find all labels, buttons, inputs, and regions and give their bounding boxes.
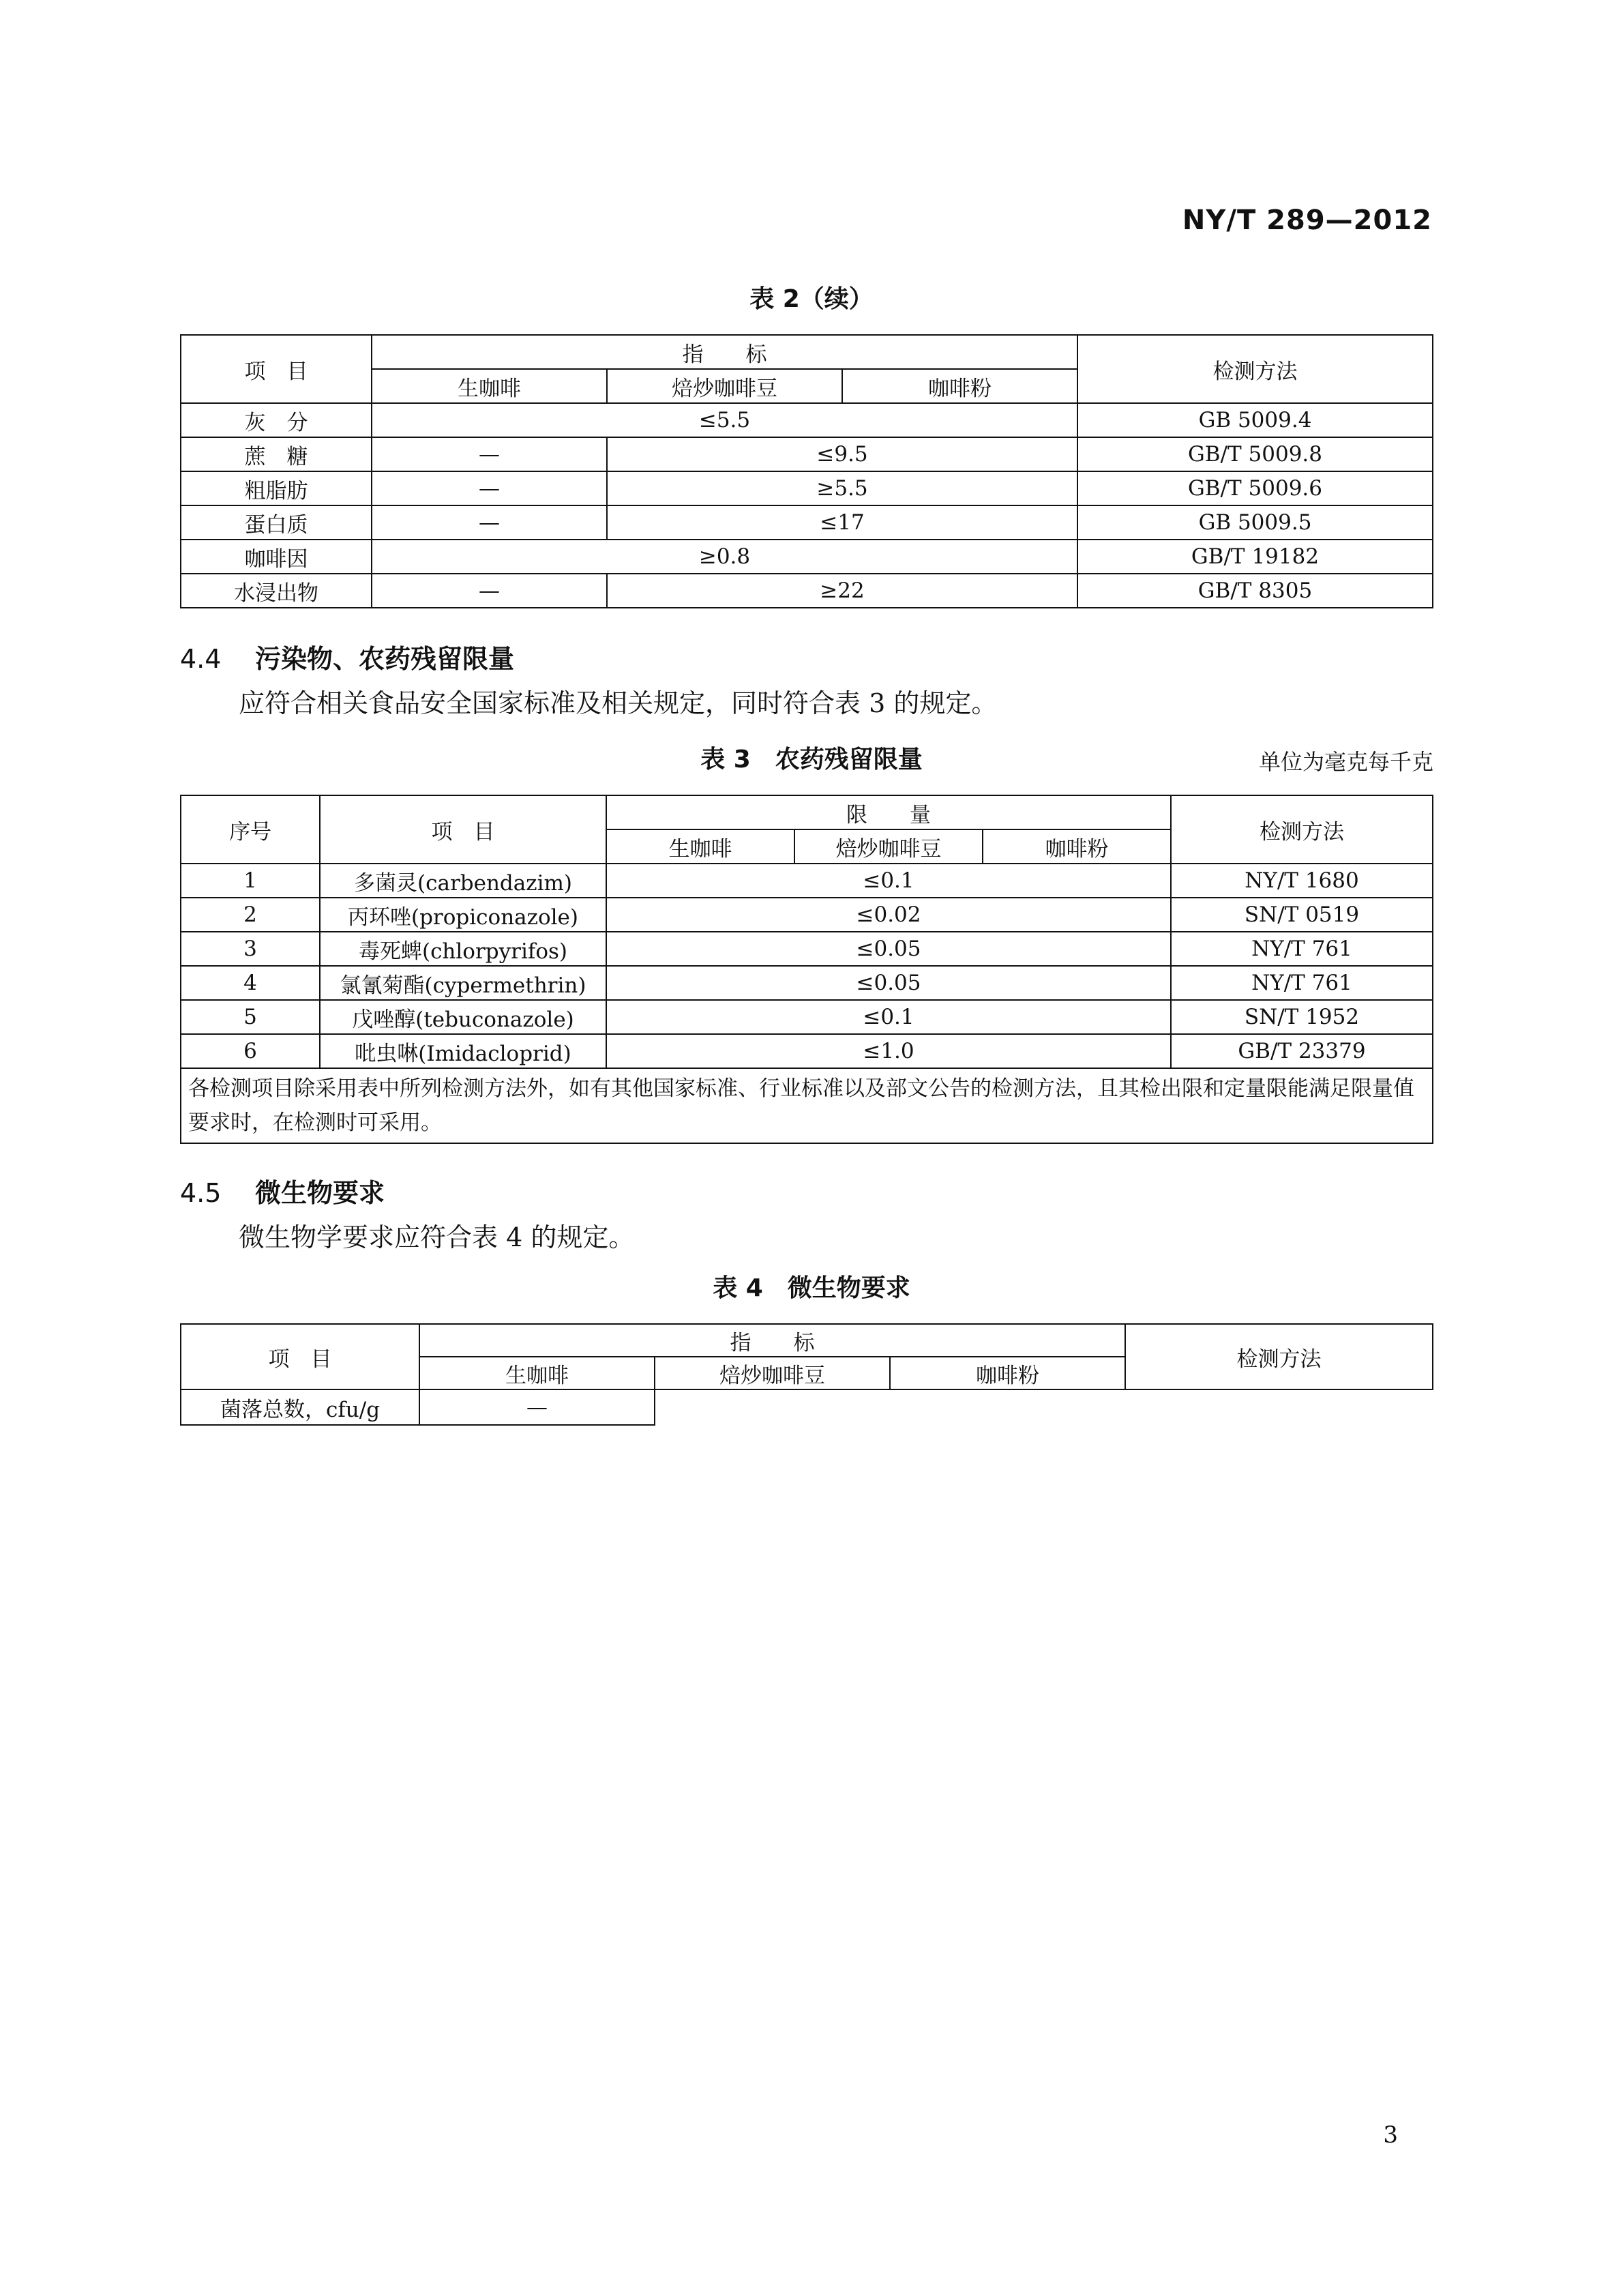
table-cell: ≤5.5 (372, 403, 1077, 437)
table-cell: ≤9.5 (607, 437, 1077, 471)
table4 (180, 1323, 1433, 1426)
table2-header-powder: 咖啡粉 (842, 369, 1077, 403)
table-row (181, 540, 1433, 574)
page-number: 3 (1383, 2121, 1398, 2149)
table-row (181, 898, 1433, 932)
table-cell: GB/T 5009.8 (1077, 437, 1433, 471)
table-cell: 丙环唑(propiconazole) (320, 898, 606, 932)
table4-header-group: 指 标 (419, 1324, 1125, 1357)
table-cell: NY/T 761 (1171, 966, 1433, 1000)
table4-header-method: 检测方法 (1125, 1324, 1433, 1389)
table-cell: 水浸出物 (181, 574, 372, 608)
table2 (180, 334, 1433, 608)
table-cell: ≤1.0 (606, 1034, 1171, 1068)
table-cell: GB/T 19182 (1077, 540, 1433, 574)
table-row (181, 1000, 1433, 1034)
table-cell: 2 (181, 898, 320, 932)
table3-header-item: 项 目 (320, 795, 606, 864)
table-row (181, 437, 1433, 471)
table-cell: GB/T 5009.6 (1077, 471, 1433, 505)
table-cell: GB/T 23379 (1171, 1034, 1433, 1068)
table-cell: 3 (181, 932, 320, 966)
table-cell: ≥5.5 (607, 471, 1077, 505)
table-cell: SN/T 1952 (1171, 1000, 1433, 1034)
table-cell: 粗脂肪 (181, 471, 372, 505)
table2-header-method: 检测方法 (1077, 335, 1433, 403)
table3-header-roasted: 焙炒咖啡豆 (794, 829, 983, 864)
table-row (181, 1389, 1433, 1425)
section-number: 4.4 (180, 644, 222, 674)
section-title: 微生物要求 (255, 1178, 385, 1208)
table-row (181, 505, 1433, 540)
table-cell: 菌落总数，cfu/g (181, 1389, 419, 1425)
table4-header-powder: 咖啡粉 (890, 1357, 1125, 1389)
table3-header-raw: 生咖啡 (606, 829, 794, 864)
section-4-4-text: 应符合相关食品安全国家标准及相关规定，同时符合表 3 的规定。 (239, 688, 998, 718)
table-cell: 5 (181, 1000, 320, 1034)
table3-caption: 表 3 农药残留限量 (700, 746, 923, 774)
table-cell: 6 (181, 1034, 320, 1068)
table-cell: ≤0.05 (606, 932, 1171, 966)
section-4-5-heading (180, 1172, 385, 1209)
table-cell: 氯氰菊酯(cypermethrin) (320, 966, 606, 1000)
table-cell: — (372, 437, 607, 471)
table-cell: NY/T 1680 (1171, 864, 1433, 898)
table3-header-group: 限 量 (606, 795, 1171, 829)
table-cell: 蛋白质 (181, 505, 372, 540)
table2-header-item: 项 目 (181, 335, 372, 403)
table3-header-powder: 咖啡粉 (983, 829, 1171, 864)
table-cell: — (372, 471, 607, 505)
table2-caption: 表 2（续） (749, 285, 874, 313)
table-row (181, 932, 1433, 966)
table-row (181, 864, 1433, 898)
section-4-5-text: 微生物学要求应符合表 4 的规定。 (239, 1222, 635, 1252)
table-cell: 蔗 糖 (181, 437, 372, 471)
table-cell: ≥0.8 (372, 540, 1077, 574)
table-cell: ≤0.05 (606, 966, 1171, 1000)
table-cell: ≤0.1 (606, 1000, 1171, 1034)
table-cell: GB/T 8305 (1077, 574, 1433, 608)
table4-header-roasted: 焙炒咖啡豆 (655, 1357, 890, 1389)
table-cell: 灰 分 (181, 403, 372, 437)
table-row (181, 403, 1433, 437)
table4-caption: 表 4 微生物要求 (713, 1274, 910, 1302)
table-cell: 戊唑醇(tebuconazole) (320, 1000, 606, 1034)
table-cell: 多菌灵(carbendazim) (320, 864, 606, 898)
section-title: 污染物、农药残留限量 (255, 644, 515, 674)
table4-header-raw: 生咖啡 (419, 1357, 655, 1389)
table-cell: 4 (181, 966, 320, 1000)
table3-header-method: 检测方法 (1171, 795, 1433, 864)
table-cell: ≤0.02 (606, 898, 1171, 932)
table-cell: ≤0.1 (606, 864, 1171, 898)
table-cell: 咖啡因 (181, 540, 372, 574)
section-number: 4.5 (180, 1178, 222, 1208)
table3-header-no: 序号 (181, 795, 320, 864)
table-row (181, 1034, 1433, 1068)
table-row (181, 574, 1433, 608)
table-cell: — (419, 1389, 655, 1425)
table-cell: 吡虫啉(Imidacloprid) (320, 1034, 606, 1068)
table2-header-roasted: 焙炒咖啡豆 (607, 369, 842, 403)
section-4-4-heading (180, 638, 514, 675)
table3-unit: 单位为毫克每千克 (1258, 749, 1433, 775)
table-cell: 毒死蜱(chlorpyrifos) (320, 932, 606, 966)
table2-header-raw: 生咖啡 (372, 369, 607, 403)
table-cell: 1 (181, 864, 320, 898)
table-cell: ≤17 (607, 505, 1077, 540)
table-cell: SN/T 0519 (1171, 898, 1433, 932)
table3-note: 各检测项目除采用表中所列检测方法外，如有其他国家标准、行业标准以及部文公告的检测方法，且其检出限和定量限能满足限量值要求时，在检测时可采用。 (181, 1068, 1433, 1143)
table-row (181, 471, 1433, 505)
table-cell: — (372, 505, 607, 540)
table3 (180, 795, 1433, 1144)
table4-header-item: 项 目 (181, 1324, 419, 1389)
table-cell: GB 5009.4 (1077, 403, 1433, 437)
standard-code: NY/T 289—2012 (1182, 205, 1432, 236)
table-cell: NY/T 761 (1171, 932, 1433, 966)
table2-header-group: 指 标 (372, 335, 1077, 369)
table-cell: GB 5009.5 (1077, 505, 1433, 540)
table-cell: — (372, 574, 607, 608)
table-cell: ≥22 (607, 574, 1077, 608)
table-row (181, 966, 1433, 1000)
